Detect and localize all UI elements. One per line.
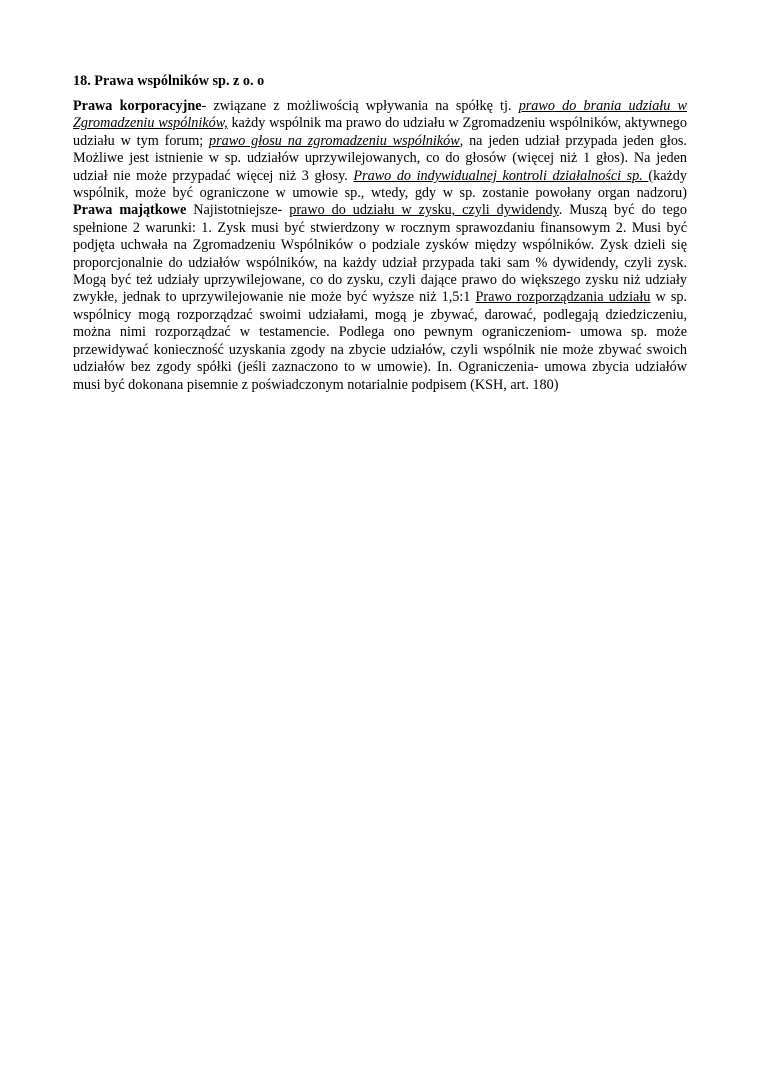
section-heading: 18. Prawa wspólników sp. z o. o: [73, 73, 265, 89]
term-property-rights: Prawa majątkowe: [73, 202, 187, 219]
term-disposal-right: Prawo rozporządzania udziału: [475, 289, 651, 306]
term-voting-right: prawo głosu na zgromadzeniu wspólników: [209, 132, 460, 149]
term-individual-control-right: Prawo do indywidualnej kontroli działalności sp.: [353, 167, 649, 184]
term-dividend-right: prawo do udziału w zysku, czyli dywidendy: [289, 202, 559, 219]
body-paragraph: [73, 98, 687, 394]
text-span: . Muszą być do tego spełnione 2 warunki: 1. Zysk musi być stwierdzony w rocznym sprawozdaniu finansowym 2. Musi być podjęta uchwała na Zgromadzeniu Wspólników o podziale zysków między wspólników. Zysk dzieli się proporcjonalnie do udziałów wspólników, na każdy udział przypada taki sam % dywidendy, czyli zysk. Mogą być też udziały uprzywilejowane, co do zysku, czyli dające prawo do większego zysku niż udziały zwykłe, jednak to uprzywilejowanie nie może być wyższe niż 1,5:1: [73, 202, 687, 306]
text-span: , na jeden udział przypada jeden głos. Możliwe jest istnienie w sp. udziałów uprzywilejowanych, co do głosów (więcej niż 1 głos). Na jeden udział nie może przypadać więcej niż 3 głosy.: [73, 132, 687, 184]
document-body: [73, 72, 687, 394]
text-span: każdy wspólnik ma prawo do udziału w Zgromadzeniu wspólników, aktywnego udziału w tym forum;: [73, 115, 687, 149]
term-corporate-rights: Prawa korporacyjne: [73, 98, 202, 114]
text-span: (każdy wspólnik, może być ograniczone w umowie sp., wtedy, gdy w sp. zostanie powołany organ nadzoru): [73, 167, 687, 202]
text-span: w sp. wspólnicy mogą rozporządzać swoimi udziałami, mogą je zbywać, darować, podlegają dziedziczeniu, można nimi rozporządzać w testamencie. Podlega ono pewnym ograniczeniom- umowa sp. może przewidywać konieczność uzyskania zgody na zbycie udziałów, czyli wspólnik nie może zbywać swoich udziałów bez zgody spółki (jeśli zaznaczono to w umowie). In. Ograniczenia- umowa zbycia udziałów musi być dokonana pisemnie z poświadczonym notarialnie podpisem (KSH, art. 180): [73, 289, 687, 393]
text-span: - związane z możliwością wpływania na spółkę tj.: [201, 98, 519, 114]
term-right-to-participate: prawo do brania udziału w Zgromadzeniu wspólników,: [73, 98, 687, 132]
text-span: Najistotniejsze-: [186, 202, 290, 219]
